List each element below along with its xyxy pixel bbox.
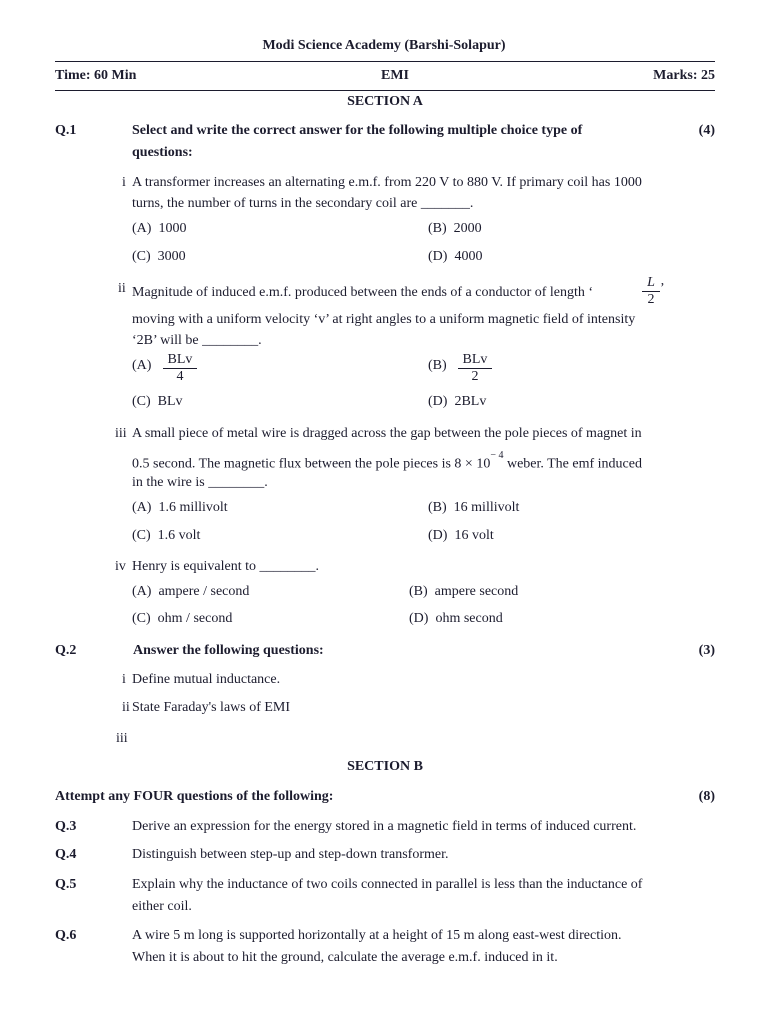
exam-marks: Marks: 25	[653, 68, 715, 83]
q1-i-option-a: (A) 1000	[132, 221, 187, 236]
q1-iii-option-c: (C) 1.6 volt	[132, 528, 201, 543]
q1-iii-line2: 0.5 second. The magnetic flux between the pole pieces is $8 \times 10^{- 4}$ weber. The emf induced	[132, 450, 642, 472]
q1-iv-roman: iv	[115, 559, 126, 574]
q1-instruction-line2: questions:	[132, 145, 193, 160]
q1-ii-option-b-label: (B)	[428, 358, 447, 373]
q3-text: Derive an expression for the energy stored in a magnetic field in terms of induced current.	[132, 819, 637, 834]
exam-time: Time: 60 Min	[55, 68, 137, 83]
q1-iv-option-b: (B) ampere second	[409, 584, 519, 599]
q6-number: Q.6	[55, 928, 77, 943]
q5-number: Q.5	[55, 877, 77, 892]
q1-ii-length-fraction: $\frac{L}{2}$	[642, 275, 660, 308]
q1-ii-roman: ii	[118, 281, 126, 296]
section-b-marks: (8)	[698, 789, 715, 804]
section-b-title: SECTION B	[347, 759, 423, 774]
institute-name: Modi Science Academy (Barshi-Solapur)	[262, 38, 506, 53]
q2-iii-roman: iii	[116, 731, 128, 746]
q1-iv-option-c: (C) ohm / second	[132, 611, 233, 626]
q1-iii-line1: A small piece of metal wire is dragged across the gap between the pole pieces of magnet in	[132, 426, 642, 441]
q1-i-option-d: (D) 4000	[428, 249, 483, 264]
q1-iii-option-d: (D) 16 volt	[428, 528, 494, 543]
q2-marks: (3)	[698, 643, 715, 658]
q2-i-text: Define mutual inductance.	[132, 672, 281, 687]
q2-instruction: Answer the following questions:	[133, 643, 324, 658]
q3-number: Q.3	[55, 819, 77, 834]
q1-iii-option-a: (A) 1.6 millivolt	[132, 500, 228, 515]
q1-ii-option-a-fraction: BLv 4	[163, 352, 197, 385]
q1-iii-roman: iii	[115, 426, 127, 441]
q2-ii-text: State Faraday's laws of EMI	[132, 700, 291, 715]
q1-ii-line2: moving with a uniform velocity ‘v’ at right angles to a uniform magnetic field of intensity	[132, 312, 636, 327]
q1-marks: (4)	[698, 123, 715, 138]
q1-iii-option-b: (B) 16 millivolt	[428, 500, 520, 515]
section-a-title: SECTION A	[347, 94, 423, 109]
q1-iv-option-a: (A) ampere / second	[132, 584, 250, 599]
q1-iv-option-d: (D) ohm second	[409, 611, 503, 626]
q1-number: Q.1	[55, 123, 77, 138]
q1-ii-option-a-label: (A)	[132, 358, 152, 373]
q5-text-line1: Explain why the inductance of two coils connected in parallel is less than the inductance of	[132, 877, 643, 892]
header-rule-top	[55, 61, 715, 62]
q1-i-roman: i	[122, 175, 126, 190]
q2-i-roman: i	[122, 672, 126, 687]
q1-ii-line3: ‘2B’ will be ________.	[132, 333, 262, 348]
q2-number: Q.2	[55, 643, 77, 658]
q1-ii-option-d: (D) 2BLv	[428, 394, 487, 409]
q1-iv-line1: Henry is equivalent to ________.	[132, 559, 320, 574]
q4-text: Distinguish between step-up and step-down transformer.	[132, 847, 449, 862]
section-b-instruction: Attempt any FOUR questions of the following:	[55, 789, 334, 804]
q1-ii-option-b-fraction: BLv 2	[458, 352, 492, 385]
q1-i-option-b: (B) 2000	[428, 221, 482, 236]
q1-instruction-line1: Select and write the correct answer for the following multiple choice type of	[132, 123, 583, 138]
q1-ii-line1: Magnitude of induced e.m.f. produced between the ends of a conductor of length ‘	[132, 285, 594, 300]
q1-i-line1: A transformer increases an alternating e.m.f. from 220 V to 880 V. If primary coil has 1000	[132, 175, 642, 190]
q1-i-option-c: (C) 3000	[132, 249, 186, 264]
q1-ii-line1-end: ’	[660, 281, 665, 296]
q1-i-line2: turns, the number of turns in the secondary coil are _______.	[132, 196, 474, 211]
q1-ii-option-c: (C) BLv	[132, 394, 183, 409]
q6-text-line2: When it is about to hit the ground, calculate the average e.m.f. induced in it.	[132, 950, 558, 965]
q2-ii-roman: ii	[122, 700, 130, 715]
header-rule-bottom	[55, 90, 715, 91]
q6-text-line1: A wire 5 m long is supported horizontally at a height of 15 m along east-west direction.	[132, 928, 622, 943]
q1-iii-line3: in the wire is ________.	[132, 475, 268, 490]
q4-number: Q.4	[55, 847, 77, 862]
exam-subject: EMI	[381, 68, 409, 83]
q5-text-line2: either coil.	[132, 899, 192, 914]
